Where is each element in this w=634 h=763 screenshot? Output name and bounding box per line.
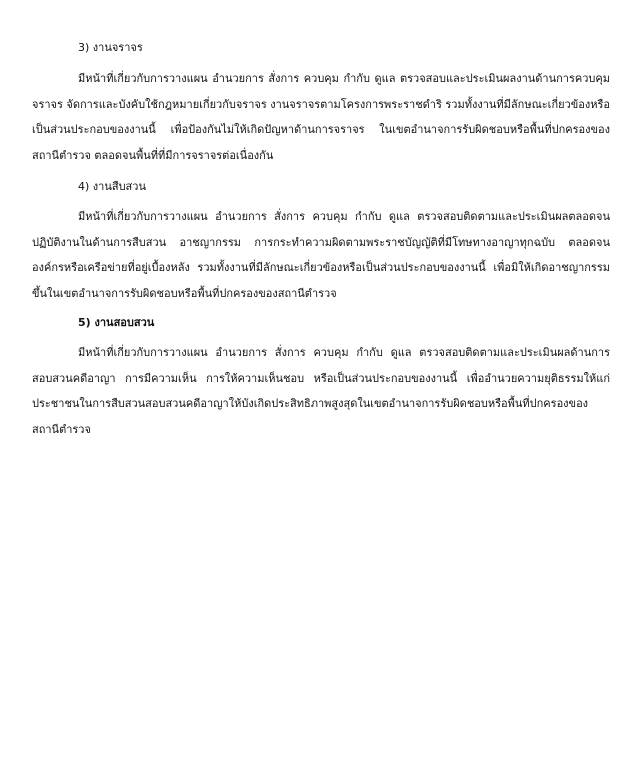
section-heading: 4) งานสืบสวน (78, 180, 146, 193)
section-body: มีหน้าที่เกี่ยวกับการวางแผน อำนวยการ สั่งการ ควบคุม กำกับ ดูแล ตรวจสอบและประเมินผลงานด้านการควบคุมจราจร จัดการและบังคับใช้กฎหมายเกี่ยวกับจราจร งานจราจรตามโครงการพระราชดำริ รวมทั้งงานที่มีลักษณะเกี่ยวข้องหรือเป็นส่วนประกอบของงานนี้ เพื่อป้องกันไม่ให้เกิดปัญหาด้านการจราจร ในเขตอำนาจการรับผิดชอบหรือพื้นที่ปกครองของสถานีตำรวจ ตลอดจนพื้นที่ที่มีการจราจรต่อเนื่องกัน (32, 72, 610, 162)
section-body: มีหน้าที่เกี่ยวกับการวางแผน อำนวยการ สั่งการ ควบคุม กำกับ ดูแล ตรวจสอบติดตามและประเมินผลตลอดจนปฏิบัติงานในด้านการสืบสวน อาชญากรรม การกระทำความผิดตามพระราชบัญญัติที่มีโทษทางอาญาทุกฉบับ ตลอดจนองค์กรหรือเครือข่ายที่อยู่เบื้องหลัง รวมทั้งงานที่มีลักษณะเกี่ยวข้องหรือเป็นส่วนประกอบของงานนี้ เพื่อมิให้เกิดอาชญากรรมขึ้นในเขตอำนาจการรับผิดชอบหรือพื้นที่ปกครองของสถานีตำรวจ (32, 210, 610, 300)
section-heading: 3) งานจราจร (78, 41, 143, 54)
section-body: มีหน้าที่เกี่ยวกับการวางแผน อำนวยการ สั่งการ ควบคุม กำกับ ดูแล ตรวจสอบติดตามและประเมินผลด้านการสอบสวนคดีอาญา การมีความเห็น การให้ความเห็นชอบ หรือเป็นส่วนประกอบของงานนี้ เพื่ออำนวยความยุติธรรมให้แก่ประชาชนในการสืบสวนสอบสวนคดีอาญาให้บังเกิดประสิทธิภาพสูงสุดในเขตอำนาจการรับผิดชอบหรือพื้นที่ปกครองของสถานีตำรวจ (32, 346, 610, 436)
section-heading: 5) งานสอบสวน (78, 316, 155, 329)
